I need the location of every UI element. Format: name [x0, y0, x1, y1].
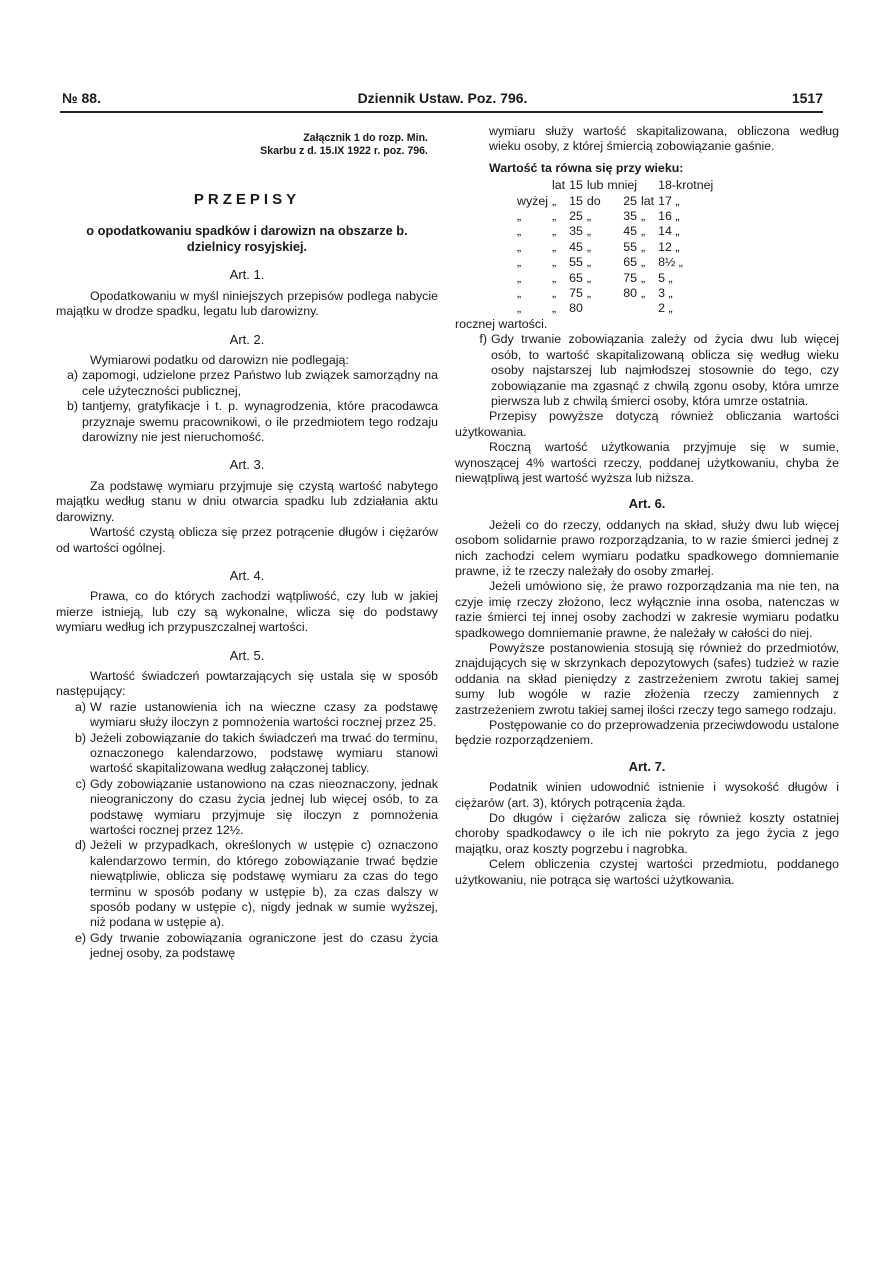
- age-cell-b: 45: [623, 224, 638, 239]
- annex-line-2: Skarbu z d. 15.IX 1922 r. poz. 796.: [260, 145, 428, 157]
- article-2-intro: Wymiarowi podatku od darowizn nie podlegają:: [90, 353, 349, 368]
- age-cell-post: lat: [641, 193, 655, 208]
- age-cell-mult: 12 „: [658, 239, 680, 254]
- article-7-heading: Art. 7.: [628, 758, 666, 774]
- article-1-text: Opodatkowaniu w myśl niniejszych przepisów podlega nabycie majątku w drodze spadku, legatu lub darowizny.: [56, 288, 438, 319]
- age-cell-mult: 14 „: [658, 224, 680, 239]
- age-cell-a: 25: [569, 209, 583, 224]
- age-cell-b: [607, 301, 641, 316]
- article-4-text: Prawa, co do których zachodzi wątpliwość, czy lub w jakiej mierze istnieją, lub czy są wykonalne, wlicza się do podstawy wymiaru według ich przypuszczalnej wartości.: [56, 589, 438, 635]
- age-row: [517, 240, 717, 255]
- age-cell-mid: [587, 301, 608, 316]
- age-cell-post: [641, 301, 658, 316]
- age-row: [517, 209, 717, 224]
- age-cell-mid: „: [586, 255, 592, 270]
- age-cell-post: „: [641, 286, 646, 301]
- age-cell-post: „: [641, 255, 646, 270]
- article-5-item: [56, 700, 438, 731]
- age-cell-c1: „: [551, 239, 557, 254]
- age-cell-mult: 3 „: [658, 286, 673, 301]
- item-text: Gdy trwanie zobowiązania zależy od życia dwu lub więcej osób, to wartość skapitalizowaną oblicza się według wieku osoby najstarszej lub najmłodszej stosownie do tego, czy zobowiązanie ma zgasnąć z chwilą zgonu osoby, która umrze pierwsza lub z chwilą śmierci osoby, która umrze ostatnia.: [491, 332, 839, 408]
- article-7-paragraph: Celem obliczenia czystej wartości przedmiotu, poddanego użytkowaniu, nie potrąca się wartości użytkowania.: [455, 857, 839, 887]
- article-3-paragraph: Za podstawę wymiaru przyjmuje się czystą wartość nabytego majątku według stanu w dniu otwarcia spadku lub zdziałania aktu darowizny.: [56, 478, 438, 524]
- age-cell-b: 75: [623, 270, 638, 285]
- issue-number: № 88.: [62, 90, 101, 106]
- article-5-item: [56, 838, 438, 930]
- item-label: a): [66, 368, 78, 383]
- age-row: [517, 194, 717, 209]
- age-cell-pre: „: [517, 255, 522, 270]
- document-subtitle: o opodatkowaniu spadków i darowizn na obszarze b. dzielnicy rosyjskiej.: [86, 223, 408, 255]
- article-5-heading: Art. 5.: [229, 647, 265, 663]
- age-cell-b: 80: [623, 286, 638, 301]
- age-cell-mid: „: [586, 209, 592, 224]
- article-2-heading: Art. 2.: [229, 331, 265, 347]
- right-column: [455, 124, 839, 888]
- age-row: [517, 271, 717, 286]
- document-title: PRZEPISY: [193, 191, 301, 208]
- age-cell-mult: 2 „: [658, 301, 673, 316]
- age-row: [517, 301, 717, 316]
- age-cell-pre: [517, 178, 552, 193]
- age-cell-pre: „: [517, 301, 522, 316]
- age-cell-c1: lat: [551, 178, 566, 193]
- age-table-outro: rocznej wartości.: [455, 316, 548, 331]
- age-cell-mid: „: [586, 239, 592, 254]
- age-cell-c1: „: [551, 270, 557, 285]
- annex-note: [56, 132, 438, 158]
- annex-line-1: Załącznik 1 do rozp. Min.: [303, 132, 428, 144]
- age-cell-mid: lub: [586, 178, 604, 193]
- age-cell-c1: „: [551, 224, 557, 239]
- journal-title: Dziennik Ustaw. Poz. 796.: [357, 90, 528, 106]
- age-cell-a: 15: [569, 178, 583, 193]
- article-6-paragraph: Powyższe postanowienia stosują się również do przedmiotów, znajdujących się w skrzynkach depozytowych (safes) tudzież w razie oddania na skład pieniędzy z zastrzeżeniem zwrotu takiej samej sumy lub wogóle w razie złożenia rzeczy zamiennych z zastrzeżeniem zwrotu takiej samej ilości rzeczy tego samego rodzaju.: [455, 641, 839, 717]
- article-2-item: [56, 399, 438, 445]
- age-cell-a: 65: [569, 270, 583, 285]
- age-row: [517, 178, 717, 193]
- age-cell-mult: 18-krotnej: [658, 178, 714, 193]
- age-cell-a: 45: [569, 239, 583, 254]
- age-cell-mid: do: [586, 193, 601, 208]
- article-4-heading: Art. 4.: [229, 567, 265, 583]
- age-cell-a: 80: [569, 301, 583, 316]
- age-cell-mid: „: [586, 270, 592, 285]
- item-text: zapomogi, udzielone przez Państwo lub związek samorządny na cele użyteczności publicznej,: [82, 368, 438, 398]
- age-cell-c1: „: [551, 286, 557, 301]
- age-table-intro: Wartość ta równa się przy wieku:: [489, 160, 684, 175]
- age-cell-mult: 8½ „: [658, 255, 683, 270]
- age-cell-pre: „: [517, 224, 522, 239]
- item-text: W razie ustanowienia ich na wieczne czasy za podstawę wymiaru służy iloczyn z pomnożenia wartości rocznej przez 25.: [90, 699, 438, 730]
- age-cell-b: 65: [623, 255, 638, 270]
- age-cell-b: 55: [623, 239, 638, 254]
- item-text: Jeżeli zobowiązanie do takich świadczeń ma trwać do terminu, oznaczonego kalendarzowo, podstawę wymiaru stanowi wartość skapitalizowana według załączonej tablicy.: [90, 730, 438, 776]
- article-3-heading: Art. 3.: [229, 457, 265, 473]
- item-text: Gdy trwanie zobowiązania ograniczone jest do czasu życia jednej osoby, za podstawę: [90, 930, 438, 961]
- article-5-item: [56, 731, 438, 777]
- age-cell-post: „: [641, 209, 646, 224]
- article-2-item: [56, 368, 438, 399]
- age-cell-mid: „: [586, 286, 592, 301]
- age-row: [517, 255, 717, 270]
- article-1-heading: Art. 1.: [229, 267, 265, 283]
- age-cell-post: „: [641, 224, 646, 239]
- item-label: e): [74, 930, 86, 945]
- age-cell-b: 25: [623, 193, 638, 208]
- age-cell-mult: 5 „: [658, 270, 673, 285]
- age-cell-pre: wyżej: [517, 193, 548, 208]
- age-cell-pre: „: [517, 239, 522, 254]
- age-cell-mult: 16 „: [658, 209, 680, 224]
- item-text: tantjemy, gratyfikacje i t. p. wynagrodzenia, które pracodawca przyznaje swemu pracownikowi, o ile przedmiotem tego rodzaju darowizny nie jest nieruchomość.: [82, 399, 438, 445]
- article-5-item: [56, 777, 438, 839]
- item-label: a): [74, 699, 86, 714]
- item-label: b): [74, 730, 86, 745]
- age-cell-post: „: [641, 239, 646, 254]
- age-row: [517, 224, 717, 239]
- article-7-paragraph: Do długów i ciężarów zalicza się również koszty ostatniej choroby spadkodawcy o ile ich nie pokryto za jego życia z jego majątku, oraz koszty pogrzebu i nagrobka.: [455, 811, 839, 856]
- age-cell-post: [641, 178, 658, 193]
- article-6-paragraph: Jeżeli umówiono się, że prawo rozporządzania ma nie ten, na czyje imię rzeczy złożono, lecz wyłącznie inna osoba, natenczas w razie śmierci tej innej osoby zachodzi w zakresie wymiaru podatku spadkowego domniemanie prawne, że należały w całości do niej.: [455, 579, 839, 640]
- age-multiplier-table: [517, 178, 717, 317]
- age-cell-b: mniej: [607, 178, 638, 193]
- article-5-item-e-continuation: wymiaru służy wartość skapitalizowana, obliczona według wieku osoby, z której śmiercią zobowiązanie gaśnie.: [489, 124, 839, 154]
- article-5-intro: Wartość świadczeń powtarzających się ustala się w sposób następujący:: [56, 668, 438, 699]
- age-cell-c1: „: [551, 301, 557, 316]
- item-label: f): [479, 332, 487, 347]
- age-cell-c1: „: [551, 193, 557, 208]
- article-5-paragraph: Przepisy powyższe dotyczą również obliczania wartości użytkowania.: [455, 409, 839, 439]
- article-5-item: [56, 931, 438, 962]
- left-column: [56, 124, 438, 962]
- age-cell-b: 35: [623, 209, 638, 224]
- article-6-paragraph: Jeżeli co do rzeczy, oddanych na skład, służy dwu lub więcej osobom solidarnie prawo rozporządzania, to w razie śmierci jednej z nich zachodzi celem wymiaru podatku spadkowego domniemanie prawne, iż te rzeczy należały do osoby zmarłej.: [455, 517, 839, 578]
- page-header: [62, 90, 823, 110]
- age-cell-pre: „: [517, 209, 522, 224]
- age-cell-pre: „: [517, 270, 522, 285]
- age-cell-c1: „: [551, 209, 557, 224]
- age-cell-a: 55: [569, 255, 583, 270]
- age-cell-post: „: [641, 270, 646, 285]
- article-7-paragraph: Podatnik winien udowodnić istnienie i wysokość długów i ciężarów (art. 3), których potrącenia żąda.: [455, 780, 839, 810]
- page-number: 1517: [791, 90, 823, 106]
- article-5-paragraph: Roczną wartość użytkowania przyjmuje się w sumie, wynoszącej 4% wartości rzeczy, poddanej użytkowaniu, chyba że niewątpliwą jest wartość wyższa lub niższa.: [455, 440, 839, 485]
- item-text: Gdy zobowiązanie ustanowiono na czas nieoznaczony, jednak nieograniczony do czasu życia jednej lub więcej osób, to za podstawę wymiaru przyjmuje się iloczyn z pomnożenia wartości rocznej przez 12½.: [90, 776, 438, 837]
- item-label: d): [74, 838, 86, 853]
- item-label: c): [75, 776, 86, 791]
- age-cell-mult: 17 „: [658, 193, 680, 208]
- article-5-item-f: [455, 332, 839, 409]
- age-cell-mid: „: [586, 224, 592, 239]
- item-label: b): [66, 399, 78, 414]
- age-cell-a: 15: [569, 193, 583, 208]
- age-cell-c1: „: [551, 255, 557, 270]
- age-cell-a: 35: [569, 224, 583, 239]
- age-cell-a: 75: [569, 286, 583, 301]
- header-rule: [60, 111, 823, 113]
- item-text: Jeżeli w przypadkach, określonych w ustępie c) oznaczono kalendarzowo termin, do którego zobowiązanie trwać będzie niewątpliwie, oblicza się podstawę wymiaru za czas do tego terminu w sposób podany w ustępie b), za czas dalszy w sposób podany w ustępie c), nigdy jednak w sumie wyższej, niż podana w ustępie a).: [90, 838, 438, 930]
- age-cell-pre: „: [517, 286, 522, 301]
- article-6-heading: Art. 6.: [628, 496, 666, 512]
- article-3-paragraph: Wartość czystą oblicza się przez potrącenie długów i ciężarów od wartości ogólnej.: [56, 525, 438, 555]
- age-row: [517, 286, 717, 301]
- article-6-paragraph: Postępowanie co do przeprowadzenia przeciwdowodu ustalone będzie rozporządzeniem.: [455, 718, 839, 748]
